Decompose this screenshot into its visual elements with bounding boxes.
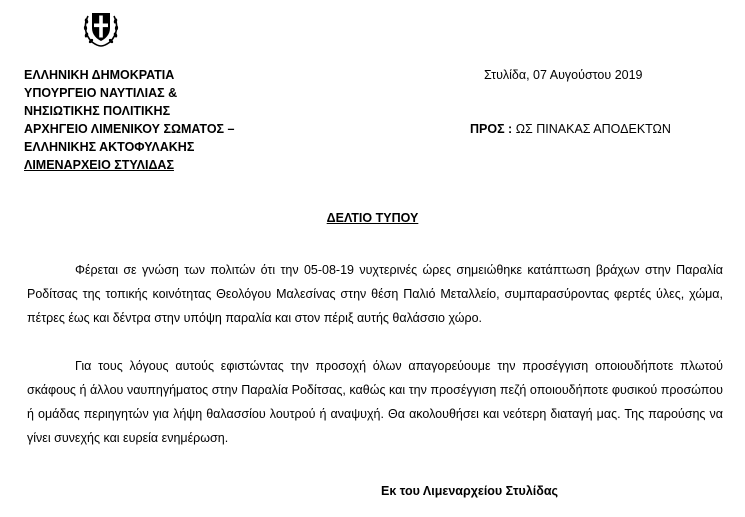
signature-line: Εκ του Λιμεναρχείου Στυλίδας xyxy=(381,484,559,498)
body-paragraph-1-container xyxy=(27,258,723,330)
sender-line-ministry: ΥΠΟΥΡΓΕΙΟ ΝΑΥΤΙΛΙΑΣ & xyxy=(24,86,178,100)
document-date: Στυλίδα, 07 Αυγούστου 2019 xyxy=(484,68,643,82)
body-paragraph: Για τους λόγους αυτούς εφιστώντας την προσοχή όλων απαγορεύουμε την προσέγγιση οποιουδήποτε πλωτού σκάφους ή άλλου ναυπηγήματος στην Παραλία Ροδίτσας, καθώς και την προσέγγιση πεζή οποιουδήποτε φυσικού προσώπου ή ομάδας περιηγητών για λήψη θαλασσίου λουτρού ή αναψυχή. Θα ακολουθήσει και νεότερη διαταγή μας. Της παρούσης να γίνει συνεχής και ευρεία ενημέρωση. xyxy=(27,359,723,445)
recipient-text: ΩΣ ΠΙΝΑΚΑΣ ΑΠΟΔΕΚΤΩΝ xyxy=(512,122,671,136)
body-paragraph: Φέρεται σε γνώση των πολιτών ότι την 05-08-19 νυχτερινές ώρες σημειώθηκε κατάπτωση βράχων στην Παραλία Ροδίτσας της τοπικής κοινότητας Θεολόγου Μαλεσίνας στην θέση Παλιό Μεταλλείο, συμπαρασύροντας φερτές ύλες, χώμα, πέτρες έως και δέντρα στην υπόψη παραλία και στον πέριξ αυτής θαλάσσιο χώρο. xyxy=(27,263,723,325)
sender-line-country: ΕΛΛΗΝΙΚΗ ΔΗΜΟΚΡΑΤΙΑ xyxy=(24,68,175,82)
document-title: ΔΕΛΤΙΟ ΤΥΠΟΥ xyxy=(326,211,419,225)
sender-line-headquarters: ΑΡΧΗΓΕΙΟ ΛΙΜΕΝΙΚΟΥ ΣΩΜΑΤΟΣ – xyxy=(24,122,235,136)
sender-line-ministry-cont: ΝΗΣΙΩΤΙΚΗΣ ΠΟΛΙΤΙΚΗΣ xyxy=(24,104,171,118)
sender-line-port-authority: ΛΙΜΕΝΑΡΧΕΙΟ ΣΤΥΛΙΔΑΣ xyxy=(24,158,174,172)
sender-line-coast-guard: ΕΛΛΗΝΙΚΗΣ ΑΚΤΟΦΥΛΑΚΗΣ xyxy=(24,140,195,154)
greek-coat-of-arms-icon xyxy=(82,8,120,48)
body-paragraph-2-container xyxy=(27,354,723,450)
sender-block xyxy=(24,66,234,174)
recipient-line xyxy=(470,120,671,138)
recipient-prefix: ΠΡΟΣ : xyxy=(470,122,513,136)
